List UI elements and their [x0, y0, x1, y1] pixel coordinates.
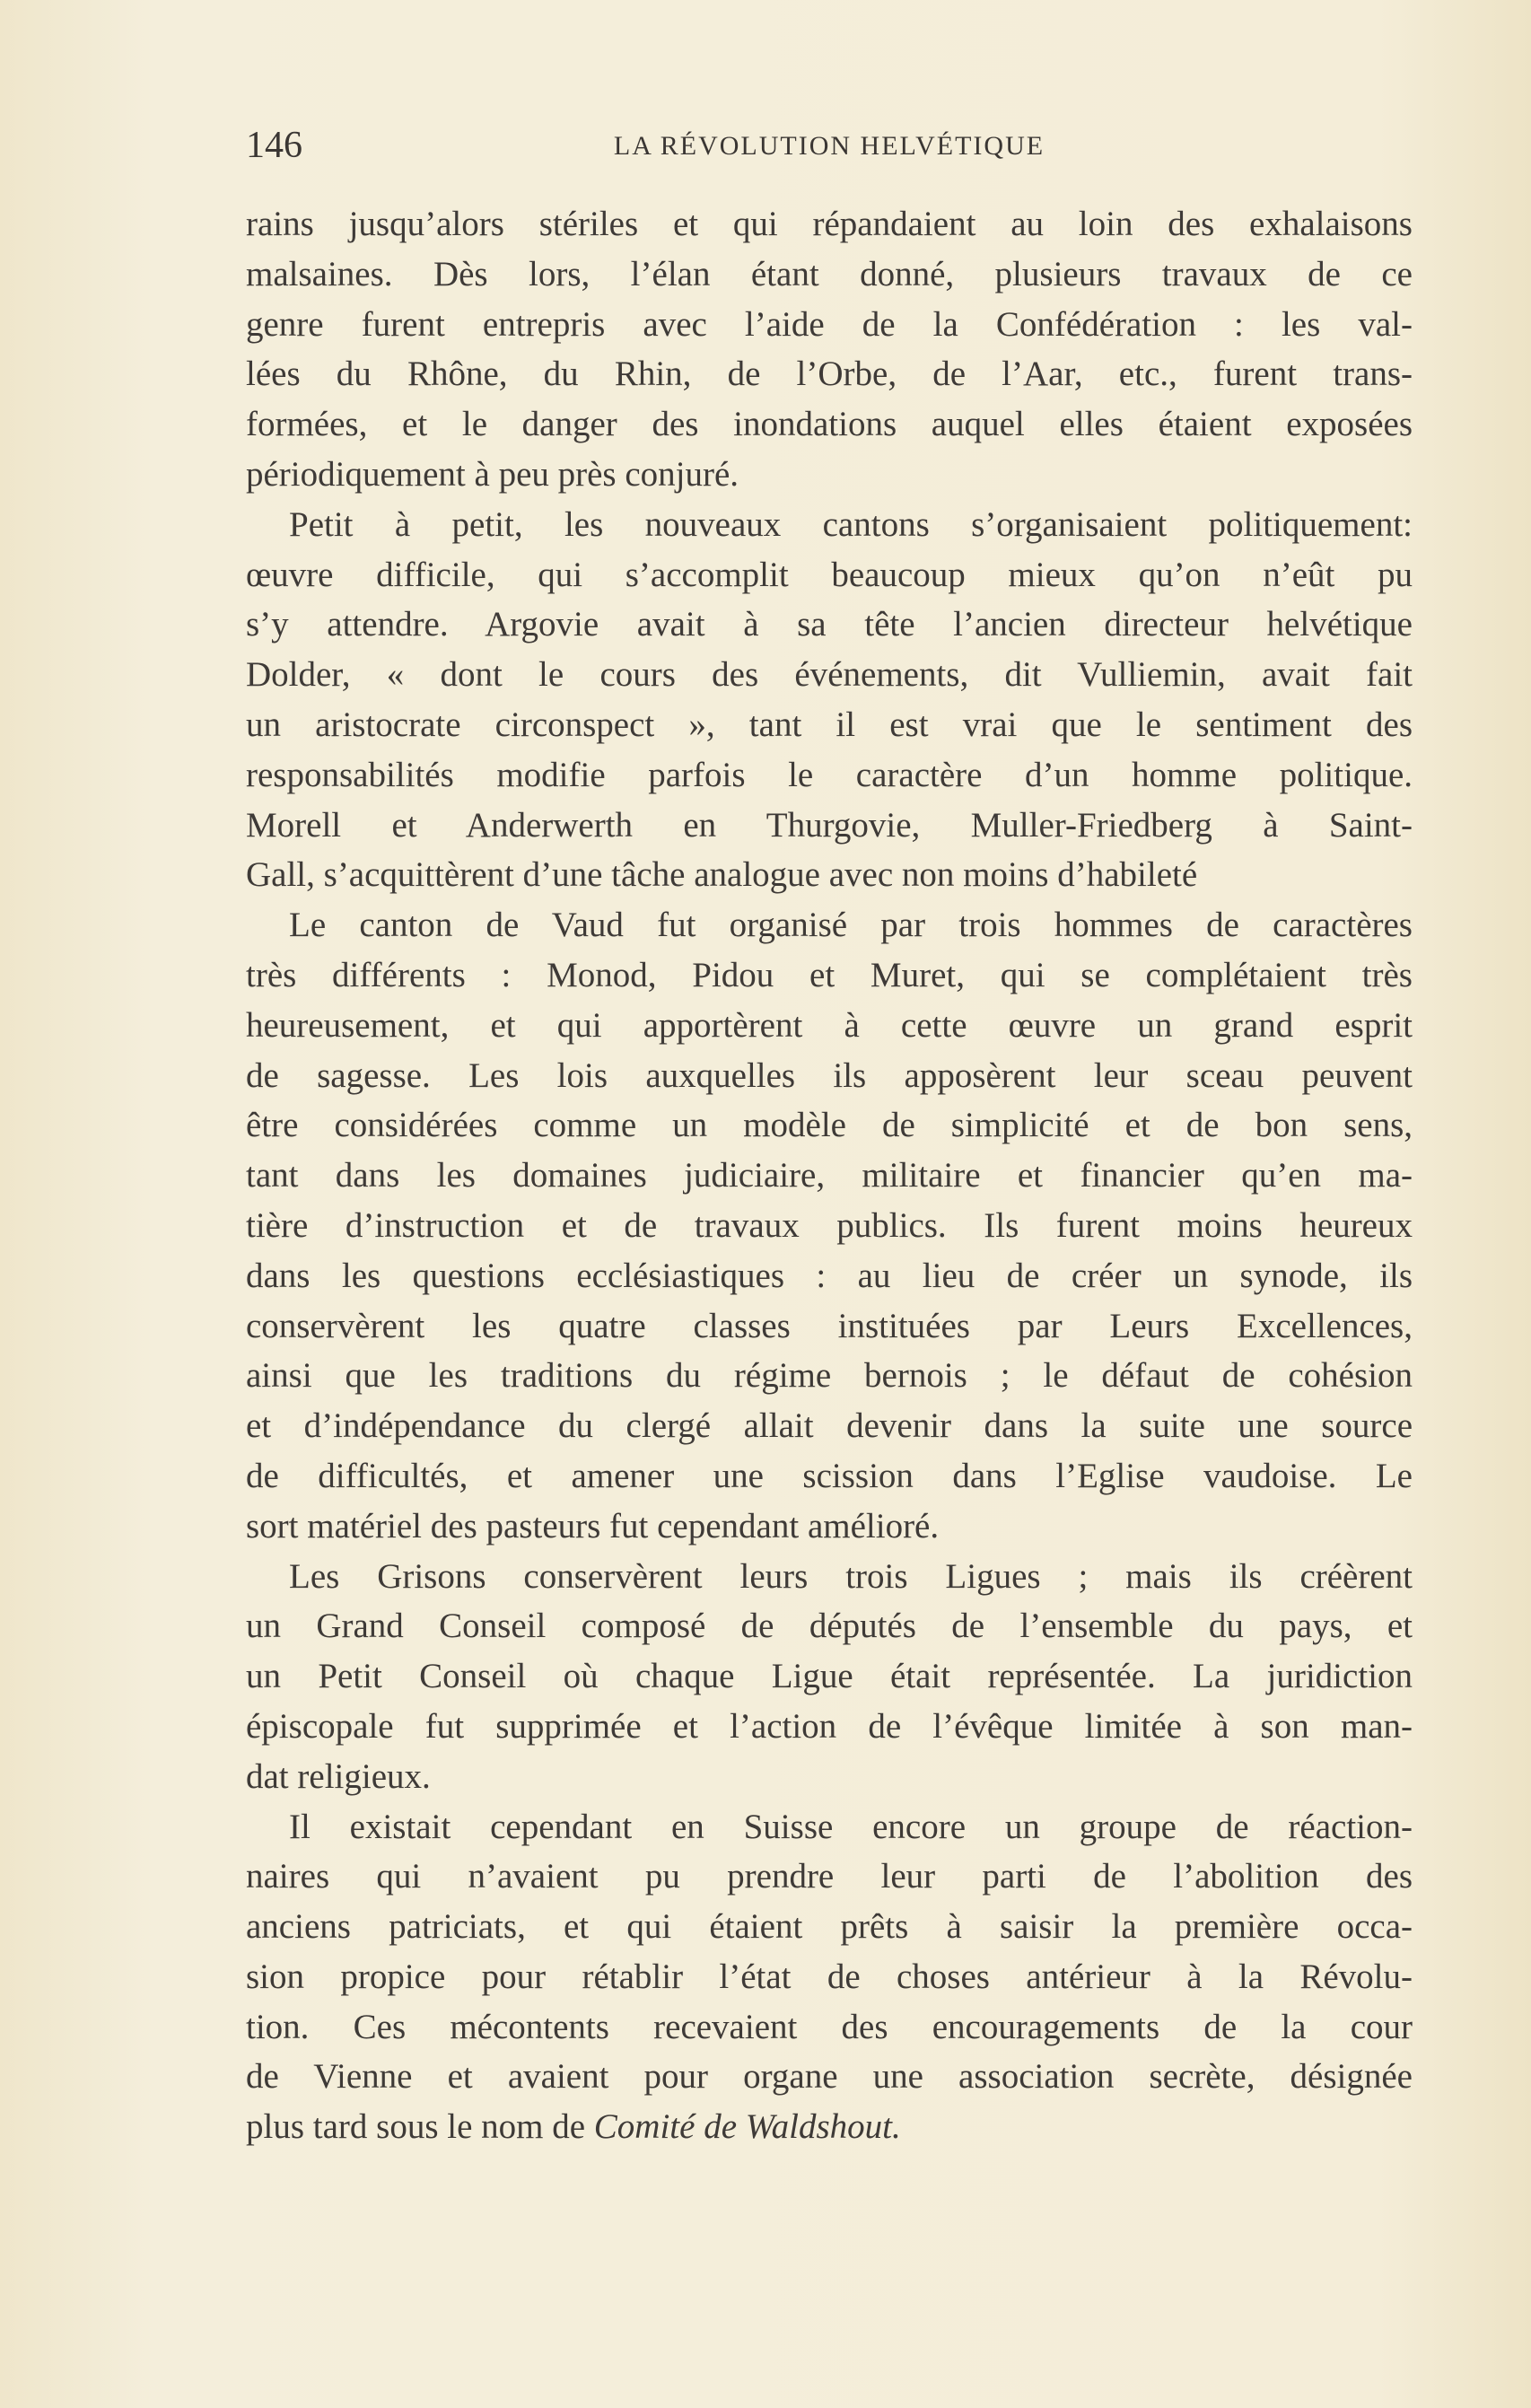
- line-text: tière d’instruction et de travaux publics. Ils furent moins heureux: [246, 1205, 1413, 1245]
- line-text: tion. Ces mécontents recevaient des encouragements de la cour: [246, 2007, 1413, 2046]
- text-line: [246, 1451, 1413, 1502]
- text-line: [246, 2102, 1413, 2152]
- text-line: [246, 850, 1413, 900]
- line-text: dans les questions ecclésiastiques : au lieu de créer un synode, ils: [246, 1256, 1413, 1295]
- line-text: s’y attendre. Argovie avait à sa tête l’ancien directeur helvétique: [246, 605, 1413, 644]
- line-text: ainsi que les traditions du régime bernois ; le défaut de cohésion: [246, 1356, 1413, 1396]
- paragraph: [246, 199, 1413, 500]
- text-line: [246, 1902, 1413, 1952]
- body-text: [246, 199, 1413, 2152]
- text-line: [246, 1502, 1413, 1552]
- text-line: [246, 450, 1413, 500]
- line-text: sort matériel des pasteurs fut cependant amélioré.: [246, 1506, 940, 1545]
- line-text: Gall, s’acquittèrent d’une tâche analogue avec non moins d’habileté: [246, 855, 1198, 895]
- line-text: un aristocrate circonspect », tant il est vrai que le sentiment des: [246, 705, 1413, 744]
- text-line: [246, 801, 1413, 851]
- line-text: œuvre difficile, qui s’accomplit beaucoup mieux qu’on n’eût pu: [246, 555, 1413, 594]
- line-text: Petit à petit, les nouveaux cantons s’organisaient politiquement:: [289, 504, 1413, 544]
- paragraph: [246, 1802, 1413, 2153]
- text-line: [246, 1301, 1413, 1352]
- text-line: [246, 1852, 1413, 1902]
- line-text: naires qui n’avaient pu prendre leur parti de l’abolition des: [246, 1857, 1413, 1896]
- line-text: anciens patriciats, et qui étaient prêts à saisir la première occa-: [246, 1907, 1413, 1947]
- text-line: [246, 1752, 1413, 1802]
- text-line: [246, 1952, 1413, 2002]
- line-text: un Petit Conseil où chaque Ligue était représentée. La juridiction: [246, 1657, 1413, 1696]
- text-line: [246, 349, 1413, 399]
- text-line: [246, 399, 1413, 450]
- running-header: [246, 124, 1413, 169]
- text-line: [246, 1001, 1413, 1051]
- text-line: [246, 199, 1413, 250]
- text-line: [246, 1201, 1413, 1251]
- line-text: dat religieux.: [246, 1756, 431, 1796]
- text-line: [246, 900, 1413, 950]
- text-line: [246, 2002, 1413, 2053]
- paragraph: [246, 1552, 1413, 1802]
- text-line: [246, 300, 1413, 350]
- line-text: conservèrent les quatre classes instituées par Leurs Excellences,: [246, 1306, 1413, 1345]
- line-text: sion propice pour rétablir l’état de choses antérieur à la Révolu-: [246, 1957, 1413, 1996]
- line-text: Dolder, « dont le cours des événements, dit Vulliemin, avait fait: [246, 655, 1413, 695]
- line-text: Le canton de Vaud fut organisé par trois hommes de caractères: [289, 906, 1413, 945]
- text-line: [246, 1601, 1413, 1651]
- text-line: [246, 250, 1413, 300]
- line-text: périodiquement à peu près conjuré.: [246, 454, 739, 494]
- running-title: LA RÉVOLUTION HELVÉTIQUE: [613, 131, 1045, 161]
- line-text: responsabilités modifie parfois le caractère d’un homme politique.: [246, 755, 1413, 794]
- line-text: très différents : Monod, Pidou et Muret, qui se complétaient très: [246, 955, 1413, 994]
- text-line: [246, 1100, 1413, 1151]
- line-text: de Vienne et avaient pour organe une association secrète, désignée: [246, 2057, 1413, 2097]
- text-line: [246, 1151, 1413, 1201]
- line-text: être considérées comme un modèle de simplicité et de bon sens,: [246, 1106, 1413, 1145]
- line-text: Il existait cependant en Suisse encore un groupe de réaction-: [289, 1807, 1413, 1846]
- text-line: [246, 700, 1413, 750]
- line-text: heureusement, et qui apportèrent à cette œuvre un grand esprit: [246, 1005, 1413, 1045]
- text-line: [246, 650, 1413, 700]
- text-line: [246, 1552, 1413, 1602]
- line-text: tant dans les domaines judiciaire, militaire et financier qu’en ma-: [246, 1156, 1413, 1195]
- line-text: formées, et le danger des inondations auquel elles étaient exposées: [246, 405, 1413, 444]
- text-line: [246, 1802, 1413, 1852]
- text-line: [246, 500, 1413, 550]
- line-text: rains jusqu’alors stériles et qui répandaient au loin des exhalaisons: [246, 205, 1413, 243]
- line-text: de sagesse. Les lois auxquelles ils apposèrent leur sceau peuvent: [246, 1055, 1413, 1095]
- text-line: [246, 1251, 1413, 1301]
- page-number: 146: [246, 125, 302, 166]
- paragraph: [246, 900, 1413, 1551]
- text-line: [246, 1401, 1413, 1451]
- text-line: [246, 750, 1413, 801]
- line-text: plus tard sous le nom de: [246, 2107, 594, 2147]
- text-line: [246, 1651, 1413, 1702]
- line-text: Morell et Anderwerth en Thurgovie, Muller-Friedberg à Saint-: [246, 805, 1413, 845]
- text-line: [246, 950, 1413, 1001]
- text-line: [246, 600, 1413, 650]
- italic-title: Comité de Waldshout.: [593, 2107, 901, 2147]
- text-line: [246, 2052, 1413, 2102]
- text-line: [246, 1702, 1413, 1752]
- text-line: [246, 1051, 1413, 1101]
- line-text: Les Grisons conservèrent leurs trois Ligues ; mais ils créèrent: [289, 1556, 1413, 1596]
- text-line: [246, 1351, 1413, 1401]
- line-text: et d’indépendance du clergé allait devenir dans la suite une source: [246, 1406, 1413, 1446]
- line-text: genre furent entrepris avec l’aide de la Confédération : les val-: [246, 304, 1413, 344]
- line-text: lées du Rhône, du Rhin, de l’Orbe, de l’Aar, etc., furent trans-: [246, 355, 1413, 394]
- line-text: malsaines. Dès lors, l’élan étant donné, plusieurs travaux de ce: [246, 254, 1413, 293]
- line-text: un Grand Conseil composé de députés de l’ensemble du pays, et: [246, 1607, 1413, 1646]
- text-line: [246, 550, 1413, 600]
- line-text: de difficultés, et amener une scission dans l’Eglise vaudoise. Le: [246, 1456, 1413, 1495]
- paragraph: [246, 500, 1413, 900]
- line-text: épiscopale fut supprimée et l’action de l’évêque limitée à son man-: [246, 1706, 1413, 1746]
